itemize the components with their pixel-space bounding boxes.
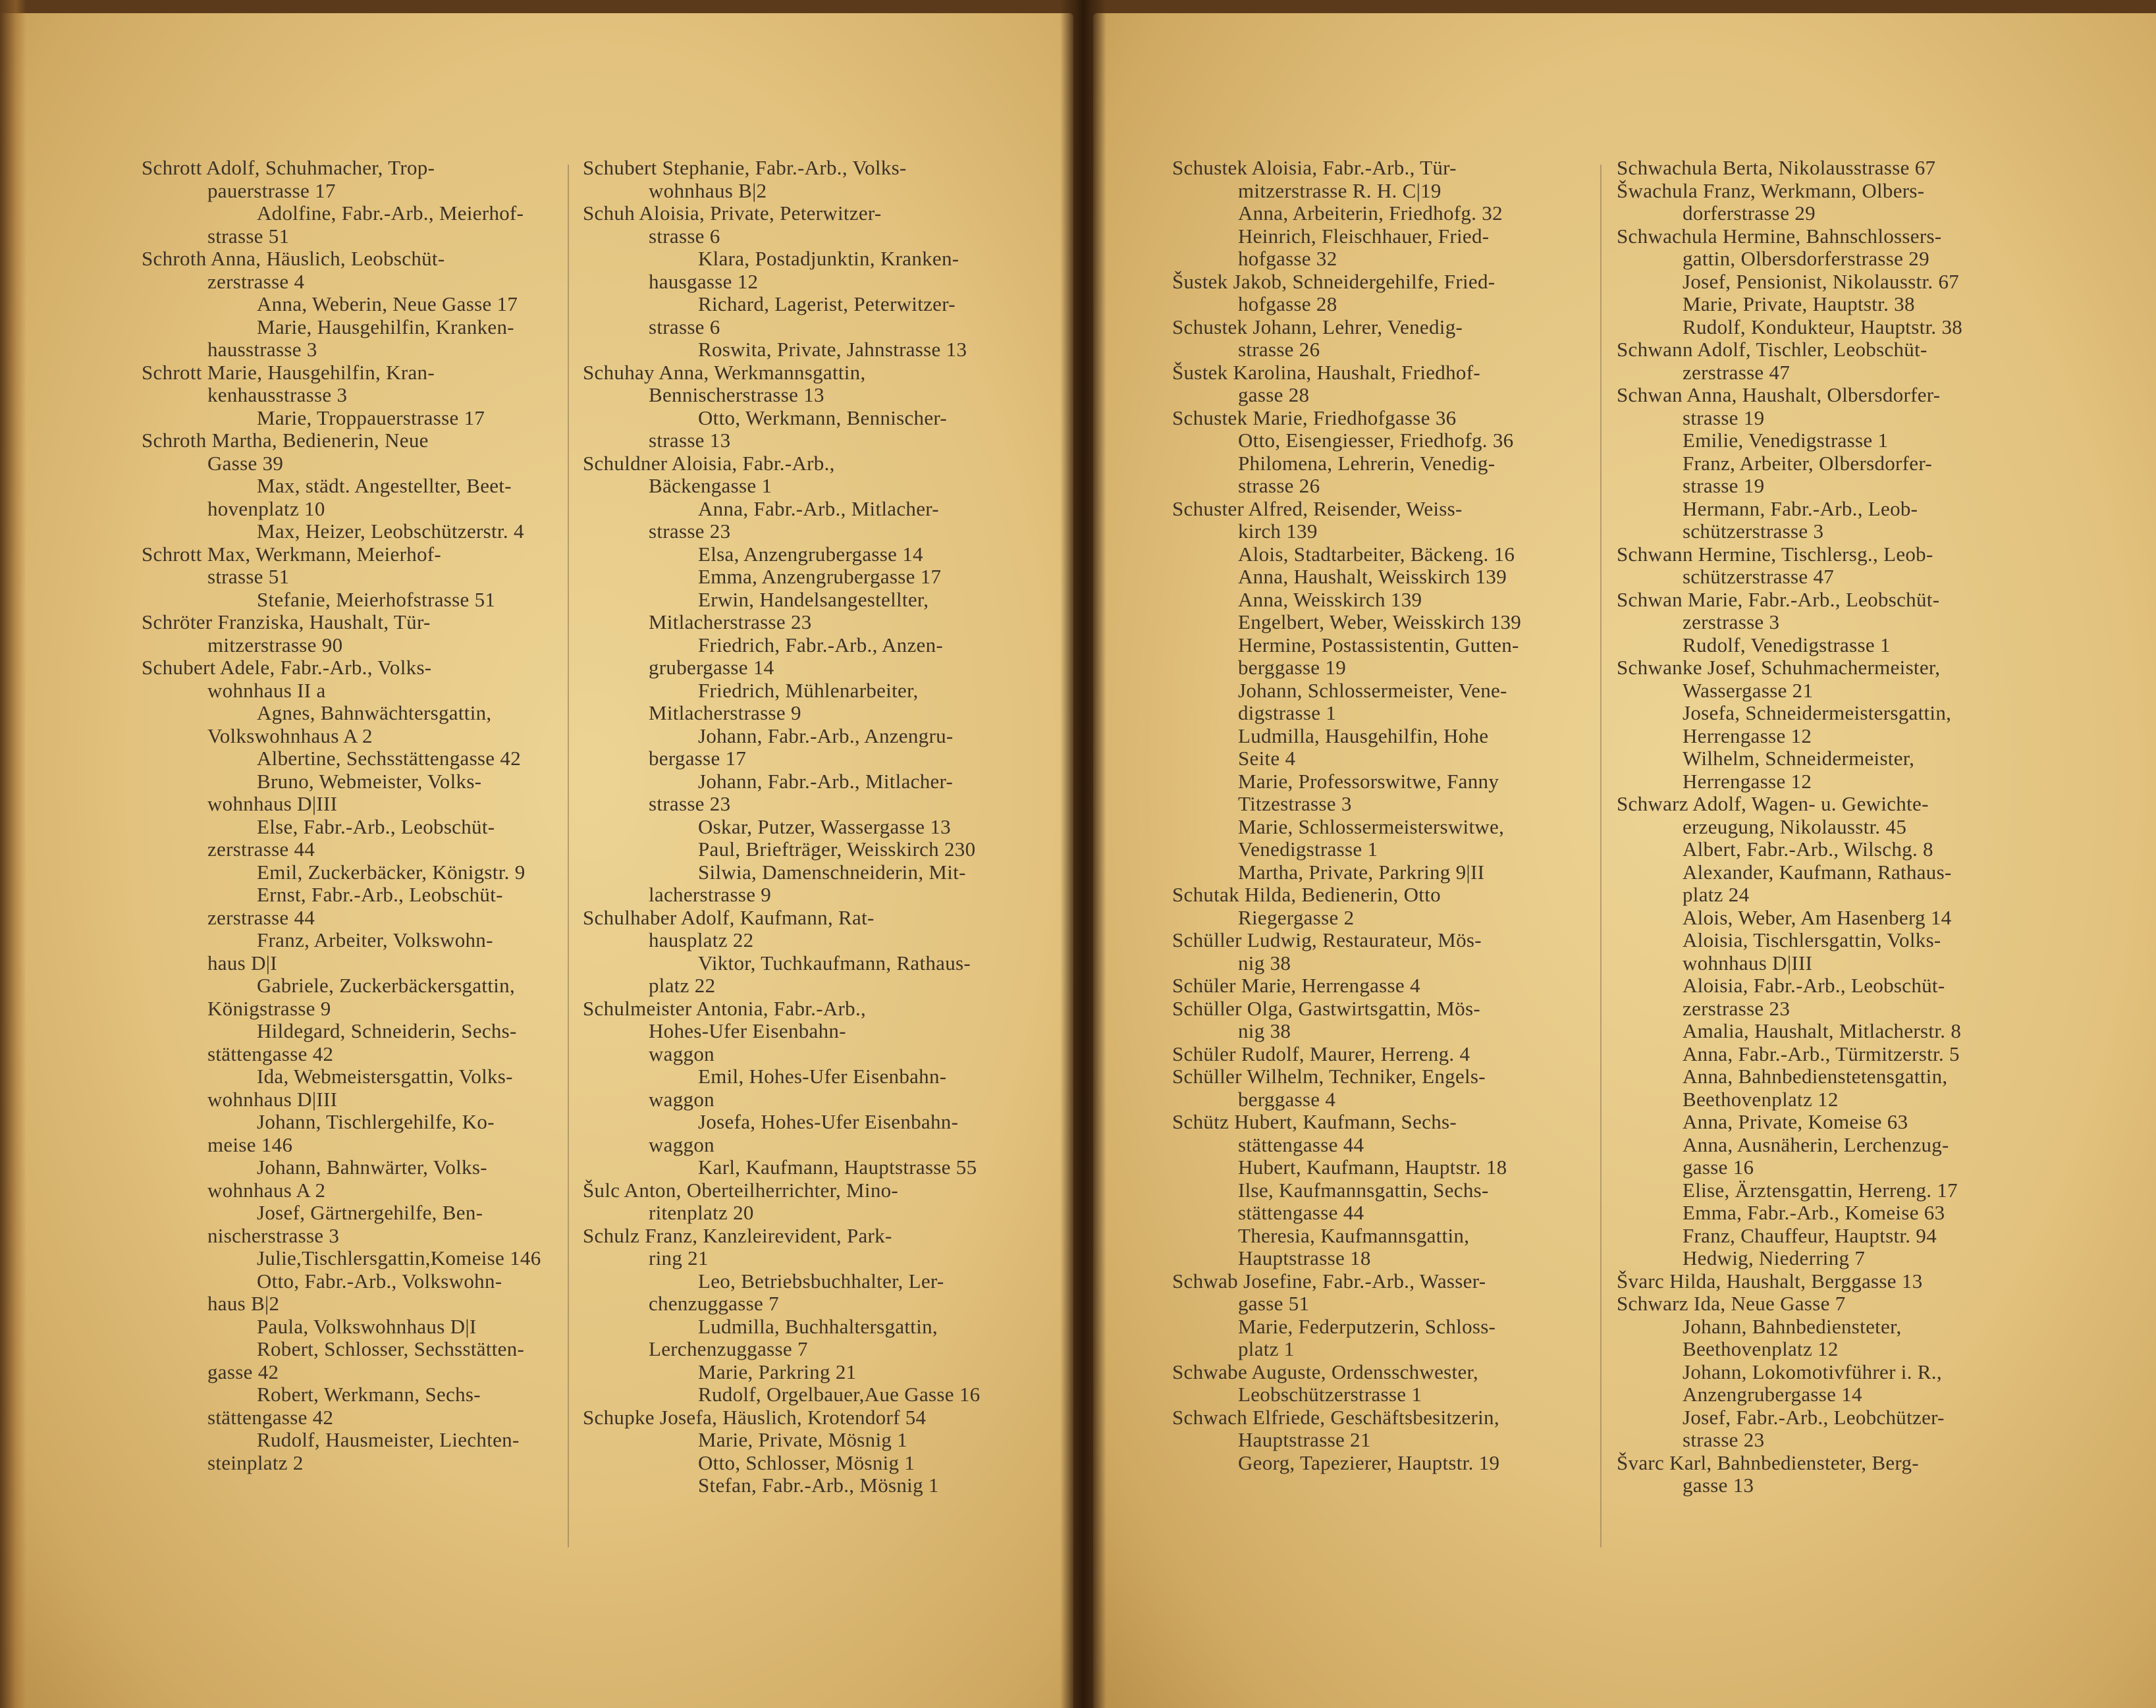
directory-entry-continuation: Hildegard, Schneiderin, Sechs- <box>257 1019 517 1042</box>
directory-entry-continuation: Bruno, Webmeister, Volks- <box>257 769 482 793</box>
directory-entry-continuation: Titzestrasse 3 <box>1238 792 1352 815</box>
directory-entry-continuation: nig 38 <box>1238 951 1291 974</box>
directory-entry-continuation: platz 24 <box>1683 883 1750 906</box>
directory-entry-continuation: Anna, Weisskirch 139 <box>1238 587 1422 611</box>
directory-entry-continuation: Karl, Kaufmann, Hauptstrasse 55 <box>698 1156 977 1179</box>
directory-entry-continuation: erzeugung, Nikolausstr. 45 <box>1683 814 1907 838</box>
directory-entry-continuation: Johann, Schlossermeister, Vene- <box>1238 678 1507 702</box>
directory-entry-continuation: Philomena, Lehrerin, Venedig- <box>1238 451 1496 475</box>
directory-entry-continuation: strasse 26 <box>1238 338 1320 361</box>
directory-entry: Schwachula Berta, Nikolausstrasse 67 <box>1617 156 1936 179</box>
directory-entry-continuation: Marie, Private, Mösnig 1 <box>698 1428 908 1451</box>
directory-entry-continuation: Rudolf, Hausmeister, Liechten- <box>257 1428 520 1451</box>
directory-entry-continuation: Theresia, Kaufmannsgattin, <box>1238 1223 1470 1247</box>
directory-entry-continuation: wohnhaus II a <box>207 678 326 702</box>
directory-entry-continuation: Lerchenzuggasse 7 <box>649 1337 808 1360</box>
directory-entry-continuation: gasse 42 <box>207 1360 279 1383</box>
directory-entry-continuation: Volkswohnhaus A 2 <box>207 724 373 747</box>
directory-entry-continuation: wohnhaus D|III <box>1683 951 1813 974</box>
directory-entry-continuation: Josef, Fabr.-Arb., Leobchützer- <box>1683 1405 1945 1429</box>
directory-entry-continuation: bergasse 17 <box>649 747 747 770</box>
directory-entry-continuation: Bäckengasse 1 <box>649 474 772 497</box>
directory-entry-continuation: Ernst, Fabr.-Arb., Leobschüt- <box>257 883 503 906</box>
directory-entry-continuation: Hedwig, Niederring 7 <box>1683 1246 1866 1269</box>
directory-entry-continuation: Johann, Fabr.-Arb., Mitlacher- <box>698 769 954 793</box>
directory-entry-continuation: Aloisia, Fabr.-Arb., Leobschüt- <box>1683 974 1945 997</box>
directory-entry-continuation: Johann, Bahnbediensteter, <box>1683 1314 1902 1338</box>
directory-entry-continuation: Josefa, Hohes-Ufer Eisenbahn- <box>698 1110 959 1133</box>
directory-entry-continuation: kirch 139 <box>1238 520 1318 543</box>
directory-entry: Schwan Marie, Fabr.-Arb., Leobschüt- <box>1617 587 1940 611</box>
directory-entry-continuation: Wilhelm, Schneidermeister, <box>1683 747 1915 770</box>
directory-entry-continuation: Leobschützerstrasse 1 <box>1238 1383 1422 1406</box>
column-divider <box>1600 165 1602 1547</box>
directory-entry-continuation: Julie,Tischlersgattin,Komeise 146 <box>257 1246 541 1269</box>
directory-entry: Schwarz Ida, Neue Gasse 7 <box>1617 1292 1846 1315</box>
directory-entry-continuation: pauerstrasse 17 <box>207 178 336 202</box>
directory-entry-continuation: zerstrasse 3 <box>1683 610 1780 633</box>
directory-entry-continuation: Johann, Fabr.-Arb., Anzengru- <box>698 724 954 747</box>
directory-entry-continuation: hausplatz 22 <box>649 928 754 951</box>
directory-entry-continuation: chenzuggasse 7 <box>649 1292 779 1315</box>
directory-entry-continuation: Herrengasse 12 <box>1683 724 1812 747</box>
directory-entry-continuation: digstrasse 1 <box>1238 701 1337 724</box>
directory-entry-continuation: Josefa, Schneidermeistersgattin, <box>1683 701 1952 724</box>
directory-entry-continuation: Hauptstrasse 18 <box>1238 1246 1371 1269</box>
directory-entry-continuation: Anna, Private, Komeise 63 <box>1683 1110 1908 1133</box>
directory-entry-continuation: stättengasse 44 <box>1238 1133 1364 1156</box>
directory-entry: Schüller Ludwig, Restaurateur, Mös- <box>1172 928 1482 951</box>
directory-entry-continuation: Beethovenplatz 12 <box>1683 1337 1839 1360</box>
directory-entry: Schüller Wilhelm, Techniker, Engels- <box>1172 1065 1486 1088</box>
directory-entry-continuation: haus B|2 <box>207 1292 280 1315</box>
directory-entry-continuation: berggasse 4 <box>1238 1087 1336 1111</box>
directory-entry-continuation: platz 22 <box>649 974 716 997</box>
directory-entry-continuation: Engelbert, Weber, Weisskirch 139 <box>1238 610 1522 633</box>
directory-entry: Schwab Josefine, Fabr.-Arb., Wasser- <box>1172 1269 1486 1293</box>
directory-entry: Schroth Martha, Bedienerin, Neue <box>142 429 429 452</box>
directory-entry-continuation: Agnes, Bahnwächtersgattin, <box>257 701 492 724</box>
directory-entry-continuation: platz 1 <box>1238 1337 1295 1360</box>
directory-entry: Schüler Marie, Herrengasse 4 <box>1172 974 1420 997</box>
directory-entry: Schustek Aloisia, Fabr.-Arb., Tür- <box>1172 156 1457 179</box>
directory-entry-continuation: Paul, Briefträger, Weisskirch 230 <box>698 838 976 861</box>
directory-entry: Schupke Josefa, Häuslich, Krotendorf 54 <box>583 1405 927 1429</box>
directory-entry-continuation: Stefanie, Meierhofstrasse 51 <box>257 587 496 611</box>
directory-entry: Schüller Olga, Gastwirtsgattin, Mös- <box>1172 996 1480 1020</box>
directory-entry-continuation: waggon <box>649 1133 714 1156</box>
directory-entry-continuation: strasse 23 <box>649 792 731 815</box>
directory-entry: Schustek Marie, Friedhofgasse 36 <box>1172 406 1457 429</box>
directory-entry-continuation: waggon <box>649 1087 714 1111</box>
directory-entry-continuation: strasse 23 <box>649 520 731 543</box>
directory-entry-continuation: Emma, Anzengrubergasse 17 <box>698 565 942 588</box>
directory-entry-continuation: strasse 51 <box>207 224 290 248</box>
directory-entry-continuation: Elise, Ärztensgattin, Herreng. 17 <box>1683 1178 1958 1202</box>
directory-entry-continuation: Richard, Lagerist, Peterwitzer- <box>698 292 956 315</box>
directory-entry-continuation: meise 146 <box>207 1133 293 1156</box>
directory-entry-continuation: Anna, Weberin, Neue Gasse 17 <box>257 292 518 315</box>
directory-entry-continuation: Marie, Parkring 21 <box>698 1360 857 1383</box>
directory-entry-continuation: Rudolf, Orgelbauer,Aue Gasse 16 <box>698 1383 981 1406</box>
directory-column-3 <box>1172 157 1594 1474</box>
directory-entry-continuation: Ludmilla, Hausgehilfin, Hohe <box>1238 724 1489 747</box>
directory-entry-continuation: Friedrich, Fabr.-Arb., Anzen- <box>698 633 943 656</box>
directory-entry-continuation: Georg, Tapezierer, Hauptstr. 19 <box>1238 1451 1500 1474</box>
directory-entry: Schwann Hermine, Tischlersg., Leob- <box>1617 542 1933 566</box>
directory-entry-continuation: Robert, Werkmann, Sechs- <box>257 1383 481 1406</box>
directory-entry-continuation: kenhausstrasse 3 <box>207 383 348 406</box>
directory-entry-continuation: hofgasse 28 <box>1238 292 1337 315</box>
directory-entry: Schwanke Josef, Schuhmachermeister, <box>1617 656 1941 679</box>
directory-entry-continuation: Viktor, Tuchkaufmann, Rathaus- <box>698 951 971 974</box>
directory-entry-continuation: wohnhaus A 2 <box>207 1178 326 1202</box>
directory-entry-continuation: grubergasse 14 <box>649 656 774 679</box>
directory-entry-continuation: Anna, Fabr.-Arb., Mitlacher- <box>698 496 939 520</box>
directory-entry: Schulhaber Adolf, Kaufmann, Rat- <box>583 905 875 929</box>
directory-entry-continuation: Josef, Pensionist, Nikolausstr. 67 <box>1683 269 1960 293</box>
directory-entry-continuation: Ludmilla, Buchhaltersgattin, <box>698 1314 938 1338</box>
directory-entry-continuation: Adolfine, Fabr.-Arb., Meierhof- <box>257 201 524 225</box>
directory-entry-continuation: Anzengrubergasse 14 <box>1683 1383 1862 1406</box>
directory-entry-continuation: Franz, Arbeiter, Olbersdorfer- <box>1683 451 1932 475</box>
directory-entry-continuation: Alois, Weber, Am Hasenberg 14 <box>1683 905 1952 929</box>
directory-entry-continuation: hovenplatz 10 <box>207 496 325 520</box>
directory-entry-continuation: Klara, Postadjunktin, Kranken- <box>698 247 959 270</box>
directory-entry: Schüler Rudolf, Maurer, Herreng. 4 <box>1172 1042 1470 1065</box>
directory-entry-continuation: steinplatz 2 <box>207 1451 304 1474</box>
directory-entry-continuation: Wassergasse 21 <box>1683 678 1814 702</box>
directory-entry-continuation: Martha, Private, Parkring 9|II <box>1238 860 1485 884</box>
directory-entry-continuation: berggasse 19 <box>1238 656 1347 679</box>
directory-entry: Schütz Hubert, Kaufmann, Sechs- <box>1172 1110 1457 1133</box>
directory-entry-continuation: Beethovenplatz 12 <box>1683 1087 1839 1111</box>
directory-entry-continuation: Rudolf, Venedigstrasse 1 <box>1683 633 1891 656</box>
directory-entry-continuation: Gabriele, Zuckerbäckersgattin, <box>257 974 516 997</box>
directory-entry-continuation: Hauptstrasse 21 <box>1238 1428 1371 1451</box>
directory-entry: Schwarz Adolf, Wagen- u. Gewichte- <box>1617 792 1929 815</box>
directory-entry: Schroth Anna, Häuslich, Leobschüt- <box>142 247 445 270</box>
directory-entry-continuation: zerstrasse 44 <box>207 905 315 929</box>
directory-entry-continuation: dorferstrasse 29 <box>1683 201 1816 225</box>
directory-entry: Schustek Johann, Lehrer, Venedig- <box>1172 315 1463 338</box>
directory-entry-continuation: Erwin, Handelsangestellter, <box>698 587 929 611</box>
page-edge <box>0 0 26 1708</box>
directory-entry-continuation: Anna, Arbeiterin, Friedhofg. 32 <box>1238 201 1503 225</box>
directory-column-2 <box>583 157 1004 1497</box>
directory-entry-continuation: Emil, Hohes-Ufer Eisenbahn- <box>698 1065 947 1088</box>
directory-entry-continuation: Franz, Chauffeur, Hauptstr. 94 <box>1683 1223 1937 1247</box>
directory-entry-continuation: Paula, Volkswohnhaus D|I <box>257 1314 477 1338</box>
directory-entry-continuation: nischerstrasse 3 <box>207 1223 340 1247</box>
directory-entry-continuation: gasse 16 <box>1683 1156 1754 1179</box>
directory-entry-continuation: zerstrasse 23 <box>1683 996 1791 1020</box>
directory-entry: Schuldner Aloisia, Fabr.-Arb., <box>583 451 835 475</box>
directory-entry: Schrott Marie, Hausgehilfin, Kran- <box>142 360 435 384</box>
directory-entry: Schulz Franz, Kanzleirevident, Park- <box>583 1223 892 1247</box>
directory-entry-continuation: Emil, Zuckerbäcker, Königstr. 9 <box>257 860 526 884</box>
directory-entry-continuation: strasse 19 <box>1683 406 1765 429</box>
directory-entry-continuation: Marie, Hausgehilfin, Kranken- <box>257 315 514 338</box>
directory-entry-continuation: Else, Fabr.-Arb., Leobschüt- <box>257 814 495 838</box>
directory-entry-continuation: gattin, Olbersdorferstrasse 29 <box>1683 247 1929 270</box>
directory-entry-continuation: Josef, Gärtnergehilfe, Ben- <box>257 1201 483 1224</box>
directory-entry-continuation: Anna, Bahnbedienstetensgattin, <box>1683 1065 1948 1088</box>
directory-entry-continuation: nig 38 <box>1238 1019 1291 1042</box>
directory-entry-continuation: strasse 51 <box>207 565 290 588</box>
directory-entry: Schwann Adolf, Tischler, Leobschüt- <box>1617 338 1927 361</box>
directory-entry-continuation: Alois, Stadtarbeiter, Bäckeng. 16 <box>1238 542 1515 566</box>
directory-entry-continuation: Robert, Schlosser, Sechsstätten- <box>257 1337 525 1360</box>
directory-entry-continuation: Seite 4 <box>1238 747 1296 770</box>
directory-entry: Schuh Aloisia, Private, Peterwitzer- <box>583 201 882 225</box>
directory-entry: Šwachula Franz, Werkmann, Olbers- <box>1617 178 1925 202</box>
directory-entry-continuation: Hohes-Ufer Eisenbahn- <box>649 1019 846 1042</box>
directory-entry-continuation: Silwia, Damenschneiderin, Mit- <box>698 860 966 884</box>
directory-entry-continuation: stättengasse 42 <box>207 1042 334 1065</box>
book-gutter <box>1060 0 1106 1708</box>
directory-entry-continuation: Ida, Webmeistersgattin, Volks- <box>257 1065 513 1088</box>
directory-entry: Schuhay Anna, Werkmannsgattin, <box>583 360 866 384</box>
directory-entry-continuation: Albert, Fabr.-Arb., Wilschg. 8 <box>1683 838 1933 861</box>
directory-entry-continuation: zerstrasse 47 <box>1683 360 1791 384</box>
directory-entry-continuation: stättengasse 44 <box>1238 1201 1364 1224</box>
directory-entry-continuation: Anna, Haushalt, Weisskirch 139 <box>1238 565 1507 588</box>
directory-entry: Schwan Anna, Haushalt, Olbersdorfer- <box>1617 383 1941 406</box>
directory-entry-continuation: Albertine, Sechsstättengasse 42 <box>257 747 522 770</box>
directory-entry-continuation: Marie, Private, Hauptstr. 38 <box>1683 292 1915 315</box>
directory-entry-continuation: Roswita, Private, Jahnstrasse 13 <box>698 338 967 361</box>
directory-entry: Schrott Max, Werkmann, Meierhof- <box>142 542 442 566</box>
directory-entry-continuation: Amalia, Haushalt, Mitlacherstr. 8 <box>1683 1019 1962 1042</box>
directory-entry-continuation: Hermine, Postassistentin, Gutten- <box>1238 633 1519 656</box>
directory-entry-continuation: wohnhaus B|2 <box>649 178 767 202</box>
directory-entry-continuation: Hermann, Fabr.-Arb., Leob- <box>1683 496 1918 520</box>
directory-entry-continuation: hausstrasse 3 <box>207 338 317 361</box>
directory-entry-continuation: Anna, Fabr.-Arb., Türmitzerstr. 5 <box>1683 1042 1960 1065</box>
directory-entry-continuation: waggon <box>649 1042 714 1065</box>
directory-entry-continuation: Johann, Lokomotivführer i. R., <box>1683 1360 1942 1383</box>
directory-entry-continuation: Max, städt. Angestellter, Beet- <box>257 474 512 497</box>
directory-entry-continuation: zerstrasse 4 <box>207 269 305 293</box>
directory-entry-continuation: Franz, Arbeiter, Volkswohn- <box>257 928 493 951</box>
directory-entry-continuation: Alexander, Kaufmann, Rathaus- <box>1683 860 1952 884</box>
directory-entry-continuation: Aloisia, Tischlersgattin, Volks- <box>1683 928 1941 951</box>
directory-entry-continuation: strasse 19 <box>1683 474 1765 497</box>
directory-entry: Schutak Hilda, Bedienerin, Otto <box>1172 883 1441 906</box>
directory-entry-continuation: Johann, Bahnwärter, Volks- <box>257 1156 487 1179</box>
directory-entry-continuation: Königstrasse 9 <box>207 996 331 1020</box>
directory-column-4 <box>1617 157 2038 1497</box>
directory-entry-continuation: schützerstrasse 47 <box>1683 565 1835 588</box>
directory-entry-continuation: schützerstrasse 3 <box>1683 520 1824 543</box>
directory-entry-continuation: Otto, Fabr.-Arb., Volkswohn- <box>257 1269 502 1293</box>
directory-entry-continuation: Venedigstrasse 1 <box>1238 838 1378 861</box>
directory-entry-continuation: gasse 51 <box>1238 1292 1310 1315</box>
directory-entry-continuation: Herrengasse 12 <box>1683 769 1812 793</box>
directory-entry-continuation: zerstrasse 44 <box>207 838 315 861</box>
directory-entry-continuation: Hubert, Kaufmann, Hauptstr. 18 <box>1238 1156 1507 1179</box>
directory-entry-continuation: mitzerstrasse 90 <box>207 633 343 656</box>
directory-entry-continuation: Otto, Werkmann, Bennischer- <box>698 406 948 429</box>
directory-entry-continuation: Elsa, Anzengrubergasse 14 <box>698 542 923 566</box>
directory-entry: Schwabe Auguste, Ordensschwester, <box>1172 1360 1478 1383</box>
directory-entry-continuation: hausgasse 12 <box>649 269 759 293</box>
directory-entry-continuation: Mitlacherstrasse 23 <box>649 610 812 633</box>
directory-entry-continuation: strasse 6 <box>649 315 720 338</box>
directory-entry-continuation: Marie, Schlossermeisterswitwe, <box>1238 814 1505 838</box>
directory-entry-continuation: mitzerstrasse R. H. C|19 <box>1238 178 1442 202</box>
directory-entry-continuation: lacherstrasse 9 <box>649 883 772 906</box>
directory-entry-continuation: Ilse, Kaufmannsgattin, Sechs- <box>1238 1178 1489 1202</box>
directory-entry-continuation: Marie, Federputzerin, Schloss- <box>1238 1314 1496 1338</box>
directory-column-1 <box>142 157 563 1474</box>
directory-entry-continuation: Stefan, Fabr.-Arb., Mösnig 1 <box>698 1474 939 1497</box>
directory-entry-continuation: strasse 6 <box>649 224 720 248</box>
directory-entry-continuation: Gasse 39 <box>207 451 284 475</box>
directory-entry: Schuster Alfred, Reisender, Weiss- <box>1172 496 1463 520</box>
directory-entry-continuation: strasse 23 <box>1683 1428 1765 1451</box>
directory-entry: Schulmeister Antonia, Fabr.-Arb., <box>583 996 867 1020</box>
directory-entry-continuation: strasse 26 <box>1238 474 1320 497</box>
directory-entry: Šustek Karolina, Haushalt, Friedhof- <box>1172 360 1480 384</box>
directory-entry: Schrott Adolf, Schuhmacher, Trop- <box>142 156 435 179</box>
directory-entry: Švarc Hilda, Haushalt, Berggasse 13 <box>1617 1269 1923 1293</box>
directory-entry-continuation: Mitlacherstrasse 9 <box>649 701 801 724</box>
directory-entry-continuation: Heinrich, Fleischhauer, Fried- <box>1238 224 1490 248</box>
directory-entry-continuation: ring 21 <box>649 1246 709 1269</box>
directory-entry-continuation: Otto, Schlosser, Mösnig 1 <box>698 1451 915 1474</box>
directory-entry-continuation: Anna, Ausnäherin, Lerchenzug- <box>1683 1133 1949 1156</box>
directory-entry-continuation: Emma, Fabr.-Arb., Komeise 63 <box>1683 1201 1945 1224</box>
directory-entry-continuation: wohnhaus D|III <box>207 792 338 815</box>
directory-entry: Šustek Jakob, Schneidergehilfe, Fried- <box>1172 269 1496 293</box>
directory-entry: Šulc Anton, Oberteilherrichter, Mino- <box>583 1178 899 1202</box>
directory-entry-continuation: Rudolf, Kondukteur, Hauptstr. 38 <box>1683 315 1963 338</box>
directory-entry: Schubert Adele, Fabr.-Arb., Volks- <box>142 656 432 679</box>
directory-entry-continuation: Riegergasse 2 <box>1238 905 1355 929</box>
directory-entry: Schubert Stephanie, Fabr.-Arb., Volks- <box>583 156 907 179</box>
directory-entry-continuation: hofgasse 32 <box>1238 247 1337 270</box>
directory-entry-continuation: Johann, Tischlergehilfe, Ko- <box>257 1110 495 1133</box>
directory-entry: Schröter Franziska, Haushalt, Tür- <box>142 610 431 633</box>
directory-entry: Schwach Elfriede, Geschäftsbesitzerin, <box>1172 1405 1499 1429</box>
directory-entry-continuation: ritenplatz 20 <box>649 1201 754 1224</box>
directory-entry-continuation: Emilie, Venedigstrasse 1 <box>1683 429 1889 452</box>
directory-entry-continuation: Marie, Professorswitwe, Fanny <box>1238 769 1499 793</box>
directory-entry-continuation: Leo, Betriebsbuchhalter, Ler- <box>698 1269 944 1293</box>
directory-entry-continuation: strasse 13 <box>649 429 731 452</box>
directory-entry-continuation: Oskar, Putzer, Wassergasse 13 <box>698 814 951 838</box>
directory-entry-continuation: stättengasse 42 <box>207 1405 334 1429</box>
directory-entry-continuation: Friedrich, Mühlenarbeiter, <box>698 678 919 702</box>
directory-entry: Schwachula Hermine, Bahnschlossers- <box>1617 224 1942 248</box>
directory-entry-continuation: haus D|I <box>207 951 277 974</box>
directory-entry: Švarc Karl, Bahnbediensteter, Berg- <box>1617 1451 1919 1474</box>
directory-entry-continuation: gasse 13 <box>1683 1474 1754 1497</box>
directory-entry-continuation: gasse 28 <box>1238 383 1310 406</box>
directory-entry-continuation: Bennischerstrasse 13 <box>649 383 824 406</box>
column-divider <box>568 165 569 1547</box>
directory-entry-continuation: wohnhaus D|III <box>207 1087 338 1111</box>
directory-entry-continuation: Max, Heizer, Leobschützerstr. 4 <box>257 520 524 543</box>
directory-entry-continuation: Marie, Troppauerstrasse 17 <box>257 406 485 429</box>
directory-entry-continuation: Otto, Eisengiesser, Friedhofg. 36 <box>1238 429 1514 452</box>
